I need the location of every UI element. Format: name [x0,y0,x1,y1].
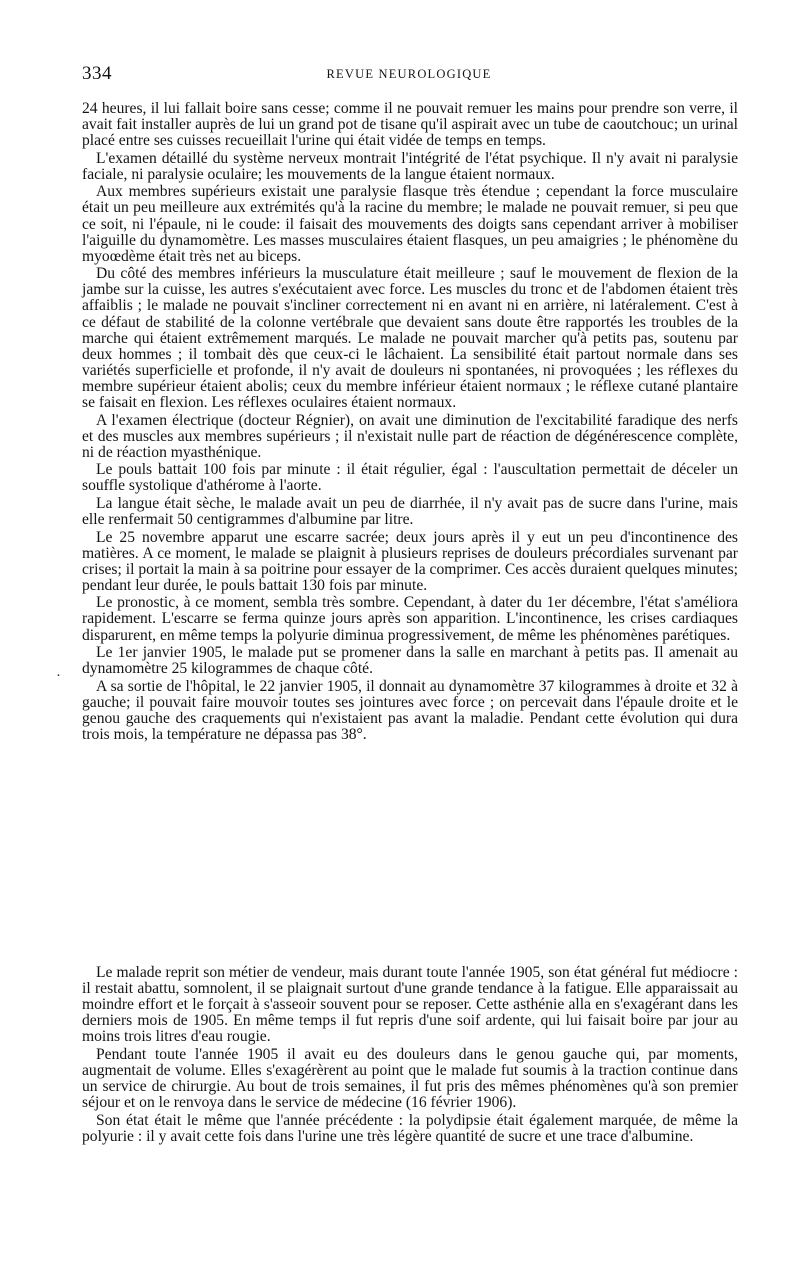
paragraph: Le pouls battait 100 fois par minute : il était régulier, égal : l'auscultation permettait de déceler un souffle systolique d'athérome à l'aorte. [82,461,738,495]
body-text-block-1 [82,101,738,744]
body-text-block-2 [82,965,738,1146]
paragraph: La langue était sèche, le malade avait un peu de diarrhée, il n'y avait pas de sucre dans l'urine, mais elle renfermait 50 centigrammes d'albumine par litre. [82,494,738,528]
paragraph: Le malade reprit son métier de vendeur, mais durant toute l'année 1905, son état général fut médiocre : il restait abattu, somnolent, il se plaignait surtout d'une grande tendance à la fatigue. Elle apparaissait au moindre effort et le forçait à s'asseoir souvent pour se reposer. Cette asthénie alla en s'exagérant dans les derniers mois de 1905. En même temps il fut repris d'une soif ardente, qui lui faisait boire par jour au moins trois litres d'eau rougie. [82,964,738,1046]
paragraph: Le pronostic, à ce moment, sembla très sombre. Cependant, à dater du 1er décembre, l'état s'améliora rapidement. L'escarre se ferma quinze jours après son apparition. L'incontinence, les crises cardiaques disparurent, en même temps la polyurie diminua progressivement, de même les phénomènes parétiques. [82,594,738,644]
paragraph: Le 1er janvier 1905, le malade put se promener dans la salle en marchant à petits pas. Il amenait au dynamomètre 25 kilogrammes de chaque côté. [82,644,738,678]
page-header [82,63,736,87]
running-title: REVUE NEUROLOGIQUE [326,67,492,81]
paragraph: A sa sortie de l'hôpital, le 22 janvier 1905, il donnait au dynamomètre 37 kilogrammes à droite et 32 à gauche; il pouvait faire mouvoir toutes ses jointures avec force ; on percevait dans l'épaule droite et le genou gauche des craquements qui n'existaient pas avant la maladie. Pendant cette évolution qui dura trois mois, la température ne dépassa pas 38°. [82,677,738,743]
paragraph: Le 25 novembre apparut une escarre sacrée; deux jours après il y eut un peu d'incontinence des matières. A ce moment, le malade se plaignit à plusieurs reprises de douleurs précordiales survenant par crises; il portait la main à sa poitrine pour essayer de la comprimer. Ces accès duraient quelques minutes; pendant leur durée, le pouls battait 130 fois par minute. [82,528,738,594]
paragraph: Son état était le même que l'année précédente : la polydipsie était également marquée, de même la polyurie : il y avait cette fois dans l'urine une très légère quantité de sucre et une trace d'albumine. [82,1111,738,1145]
paragraph: Du côté des membres inférieurs la musculature était meilleure ; sauf le mouvement de flexion de la jambe sur la cuisse, les autres s'exécutaient avec force. Les muscles du tronc et de l'abdomen étaient très affaiblis ; le malade ne pouvait s'incliner correctement ni en avant ni en arrière, ni latéralement. C'est à ce défaut de stabilité de la colonne vertébrale que devaient sans doute être rapportés les troubles de la marche qui étaient extrêmement marqués. Le malade ne pouvait marcher qu'à petits pas, soutenu par deux hommes ; il tombait dès que ceux-ci le lâchaient. La sensibilité était partout normale dans ses variétés superficielle et profonde, il n'y avait de douleurs ni spontanées, ni provoquées ; les réflexes du membre supérieur étaient abolis; ceux du membre inférieur étaient normaux ; le réflexe cutané plantaire se faisait en flexion. Les réflexes oculaires étaient normaux. [82,265,738,411]
page-number: 334 [82,63,112,84]
paragraph: A l'examen électrique (docteur Régnier), on avait une diminution de l'excitabilité faradique des nerfs et des muscles aux membres supérieurs ; il n'existait nulle part de réaction de dégénérescence complète, ni de réaction myasthénique. [82,411,738,461]
paragraph: L'examen détaillé du système nerveux montrait l'intégrité de l'état psychique. Il n'y avait ni paralysie faciale, ni paralysie oculaire; les mouvements de la langue étaient normaux. [82,149,738,183]
paragraph: Aux membres supérieurs existait une paralysie flasque très étendue ; cependant la force musculaire était un peu meilleure aux extrémités qu'à la racine du membre; le malade ne pouvait remuer, si peu que ce soit, ni l'épaule, ni le coude: il faisait des mouvements des doigts sans cependant arriver à mobiliser l'aiguille du dynamomètre. Les masses musculaires étaient flasques, un peu amaigries ; le phénomène du myoœdème était très net au biceps. [82,183,738,265]
margin-mark: · [56,668,61,684]
paragraph: Pendant toute l'année 1905 il avait eu des douleurs dans le genou gauche qui, par moments, augmentait de volume. Elles s'exagérèrent au point que le malade fut soumis à la traction continue dans un service de chirurgie. Au bout de trois semaines, il fut pris des mêmes phénomènes qu'à son premier séjour et on le renvoya dans le service de médecine (16 février 1906). [82,1045,738,1112]
paragraph: 24 heures, il lui fallait boire sans cesse; comme il ne pouvait remuer les mains pour prendre son verre, il avait fait installer auprès de lui un grand pot de tisane qu'il aspirait avec un tube de caoutchouc; un urinal placé entre ses cuisses recueillait l'urine qui était vidée de temps en temps. [82,100,738,150]
